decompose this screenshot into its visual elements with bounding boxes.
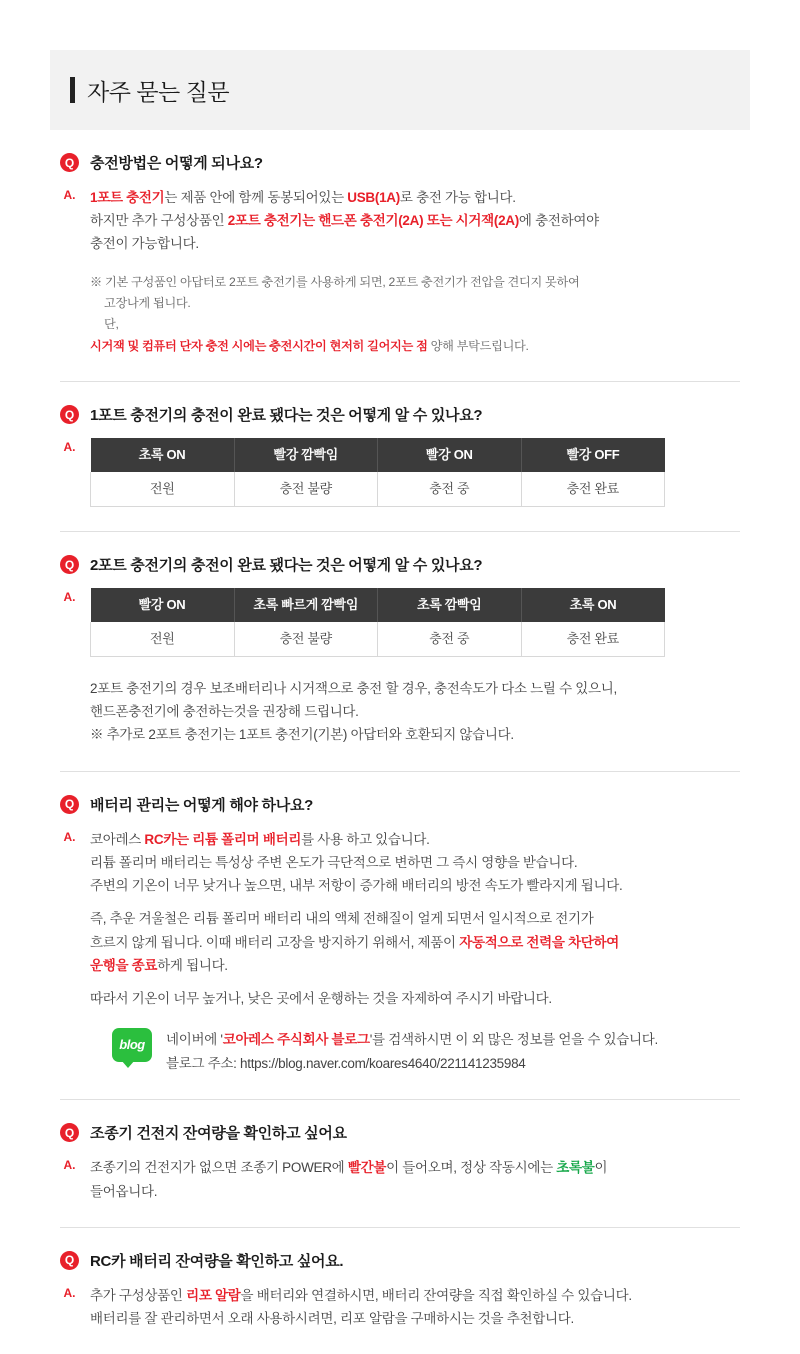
- table-header-cell: 빨강 ON: [378, 438, 522, 472]
- text-run: 운행을 종료: [90, 957, 158, 973]
- text-run: 양해 부탁드립니다.: [427, 338, 529, 353]
- faq-question-text: 조종기 건전지 잔여량을 확인하고 싶어요: [90, 1125, 347, 1143]
- led-status-table: [90, 588, 665, 657]
- question-badge: Q: [60, 1251, 79, 1270]
- table-row: [91, 622, 665, 657]
- answer-line: [90, 232, 740, 255]
- table-footnote: [90, 677, 740, 747]
- faq-answer-row: [60, 173, 740, 357]
- blog-name: 코아레스 주식회사 블로그: [222, 1032, 370, 1048]
- note-line: [90, 314, 740, 357]
- faq-question-row: [60, 532, 740, 575]
- text-run: 로 충전 가능 합니다.: [399, 190, 516, 205]
- faq-answer-row: [60, 815, 740, 1076]
- faq-question-text: 충전방법은 어떻게 되나요?: [90, 155, 263, 172]
- faq-answer-body: [90, 1156, 740, 1202]
- answer-badge: A.: [63, 188, 76, 202]
- faq-question-text: 배터리 관리는 어떻게 해야 하나요?: [90, 796, 313, 814]
- text-run: 배터리를 잘 관리하면서 오래 사용하시려면, 리포 알람을 구매하시는 것을 추천합니다.: [90, 1311, 574, 1327]
- text-run: 1포트 충전기: [90, 190, 165, 205]
- answer-line: [90, 209, 740, 232]
- blog-search-line: [166, 1028, 658, 1052]
- table-header-cell: 초록 ON: [521, 588, 665, 622]
- faq-item: [50, 1228, 750, 1354]
- text-run: 이 들어오며, 정상 작동시에는: [386, 1160, 557, 1176]
- text-run: 하게 됩니다.: [157, 957, 228, 973]
- spacer: [60, 1203, 740, 1227]
- text-run: 2포트 충전기는 핸드폰 충전기(2A) 또는 시거잭(2A): [227, 213, 519, 229]
- answer-line: [90, 897, 740, 907]
- text-run: 즉, 추운 겨울철은 리튬 폴리머 배터리 내의 액체 전해질이 얼게 되면서 일시적으로 전기가: [90, 911, 594, 927]
- text-run: 이: [594, 1160, 608, 1176]
- table-header-cell: 초록 깜빡임: [378, 588, 522, 622]
- answer-note: [90, 272, 740, 357]
- spacer: [60, 747, 740, 771]
- answer-badge: A.: [63, 590, 76, 605]
- blog-text: [166, 1028, 658, 1075]
- answer-line: [90, 1284, 740, 1307]
- answer-line: [90, 828, 740, 851]
- table-cell: 충전 완료: [521, 622, 665, 657]
- title-accent-bar: [70, 77, 75, 103]
- faq-question-row: [60, 772, 740, 815]
- table-cell: 충전 중: [378, 472, 522, 507]
- faq-question-text: 1포트 충전기의 충전이 완료 됐다는 것은 어떻게 알 수 있나요?: [90, 407, 483, 425]
- blog-url-label: 블로그 주소:: [166, 1055, 237, 1071]
- footnote-line: ※ 추가로 2포트 충전기는 1포트 충전기(기본) 아답터와 호환되지 않습니다.: [90, 727, 514, 743]
- table-header-cell: 빨강 ON: [91, 588, 235, 622]
- text-run: RC카는 리튬 폴리머 배터리: [144, 831, 302, 847]
- blog-line-pre: 네이버에 ': [166, 1032, 223, 1048]
- text-run: 리포 알람: [186, 1287, 241, 1303]
- spacer: [60, 357, 740, 381]
- text-run: 리튬 폴리머 배터리는 특성상 주변 온도가 극단적으로 변하면 그 즉시 영향을 받습니다.: [90, 854, 578, 870]
- faq-question-text: 2포트 충전기의 충전이 완료 됐다는 것은 어떻게 알 수 있나요?: [90, 557, 483, 575]
- faq-list: [50, 130, 750, 1354]
- faq-item: [50, 1100, 750, 1226]
- text-run: 는 제품 안에 함께 동봉되어있는: [164, 190, 348, 205]
- faq-item: [50, 772, 750, 1100]
- text-run: 를 사용 하고 있습니다.: [301, 831, 430, 847]
- naver-blog-icon: [112, 1028, 152, 1062]
- faq-header: [50, 50, 750, 130]
- text-run: 따라서 기온이 너무 높거나, 낮은 곳에서 운행하는 것을 자제하여 주시기 바랍니다.: [90, 991, 552, 1006]
- text-run: 빨간불: [347, 1160, 387, 1176]
- table-cell: 충전 불량: [234, 472, 378, 507]
- table-cell: 충전 완료: [521, 472, 665, 507]
- faq-answer-row: [60, 575, 740, 747]
- faq-question-row: [60, 130, 740, 173]
- answer-line: [90, 987, 740, 1010]
- blog-url-link[interactable]: https://blog.naver.com/koares4640/221141235984: [236, 1055, 526, 1071]
- answer-line: [90, 954, 740, 977]
- text-run: ※ 기본 구성품인 아답터로 2포트 충전기를 사용하게 되면, 2포트 충전기가 전압을 견디지 못하여: [90, 274, 580, 289]
- answer-line: [90, 186, 740, 209]
- text-run: 고장나게 됩니다.: [104, 296, 191, 310]
- text-run: 초록불: [556, 1160, 595, 1176]
- blog-url-line: [166, 1052, 658, 1076]
- text-run: 에 충전하여야: [518, 213, 599, 229]
- text-run: 단,: [104, 317, 119, 332]
- question-badge: Q: [60, 795, 79, 814]
- text-run: 충전이 가능합니다.: [90, 236, 199, 252]
- note-line: [90, 272, 740, 293]
- blog-callout: [112, 1028, 740, 1075]
- question-badge: Q: [60, 153, 79, 172]
- text-run: 주변의 기온이 너무 낮거나 높으면, 내부 저항이 증가해 배터리의 방전 속도가 빨라지게 됩니다.: [90, 878, 623, 894]
- faq-answer-row: [60, 425, 740, 507]
- question-badge: Q: [60, 405, 79, 424]
- footnote-line: 2포트 충전기의 경우 보조배터리나 시거잭으로 충전 할 경우, 충전속도가 다소 느릴 수 있으니,: [90, 681, 617, 697]
- text-run: 자동적으로 전력을 차단하여: [459, 934, 620, 950]
- faq-answer-body: [90, 588, 740, 747]
- faq-page: [50, 50, 750, 1354]
- answer-line: [90, 931, 740, 954]
- table-header-cell: 초록 빠르게 깜빡임: [234, 588, 378, 622]
- answer-badge: A.: [63, 440, 76, 455]
- page-title: 자주 묻는 질문: [87, 78, 230, 105]
- faq-answer-body: [90, 186, 740, 357]
- answer-line: [90, 977, 740, 987]
- blog-icon-label: blog: [119, 1037, 145, 1053]
- note-line: [90, 293, 740, 314]
- text-run: 코아레스: [90, 831, 145, 847]
- faq-item: [50, 532, 750, 771]
- text-run: 조종기의 건전지가 없으면 조종기 POWER에: [90, 1160, 348, 1176]
- spacer: [60, 507, 740, 531]
- text-run: 시거잭 및 컴퓨터 단자 충전 시에는 충전시간이 현저히 길어지는 점: [90, 338, 428, 353]
- table-header-cell: 빨강 OFF: [521, 438, 665, 472]
- text-run: 하지만 추가 구성상품인: [90, 213, 228, 229]
- table-row: [91, 472, 665, 507]
- text-run: USB(1A): [347, 190, 400, 205]
- blog-line-post: '를 검색하시면 이 외 많은 정보를 얻을 수 있습니다.: [369, 1032, 658, 1048]
- spacer: [60, 1075, 740, 1099]
- question-badge: Q: [60, 1123, 79, 1142]
- faq-item: [50, 130, 750, 381]
- answer-badge: A.: [63, 1158, 76, 1173]
- text-run: 들어옵니다.: [90, 1183, 158, 1199]
- text-run: 을 배터리와 연결하시면, 배터리 잔여량을 직접 확인하실 수 있습니다.: [240, 1287, 632, 1303]
- table-header-cell: 초록 ON: [91, 438, 235, 472]
- faq-question-row: [60, 1228, 740, 1271]
- answer-line: [90, 1180, 740, 1203]
- faq-answer-body: [90, 1284, 740, 1330]
- table-cell: 충전 중: [378, 622, 522, 657]
- faq-question-row: [60, 1100, 740, 1143]
- answer-line: [90, 874, 740, 897]
- table-cell: 충전 불량: [234, 622, 378, 657]
- faq-question-row: [60, 382, 740, 425]
- footnote-line: 핸드폰충전기에 충전하는것을 권장해 드립니다.: [90, 704, 359, 720]
- led-status-table: [90, 438, 665, 507]
- faq-question-text: RC카 배터리 잔여량을 확인하고 싶어요.: [90, 1252, 344, 1270]
- answer-badge: A.: [63, 829, 76, 844]
- answer-line: [90, 907, 740, 930]
- table-header-cell: 빨강 깜빡임: [234, 438, 378, 472]
- answer-line: [90, 851, 740, 874]
- faq-answer-row: [60, 1271, 740, 1330]
- faq-answer-body: [90, 438, 740, 507]
- question-badge: Q: [60, 555, 79, 574]
- faq-item: [50, 382, 750, 531]
- text-run: 추가 구성상품인: [90, 1287, 187, 1303]
- text-run: 흐르지 않게 됩니다. 이때 배터리 고장을 방지하기 위해서, 제품이: [90, 934, 460, 950]
- faq-answer-body: [90, 828, 740, 1076]
- answer-badge: A.: [63, 1285, 76, 1300]
- faq-answer-row: [60, 1143, 740, 1202]
- answer-line: [90, 1156, 740, 1179]
- table-cell: 전원: [91, 472, 235, 507]
- table-header-row: [91, 438, 665, 472]
- answer-line: [90, 1307, 740, 1330]
- spacer: [60, 1330, 740, 1354]
- table-header-row: [91, 588, 665, 622]
- table-cell: 전원: [91, 622, 235, 657]
